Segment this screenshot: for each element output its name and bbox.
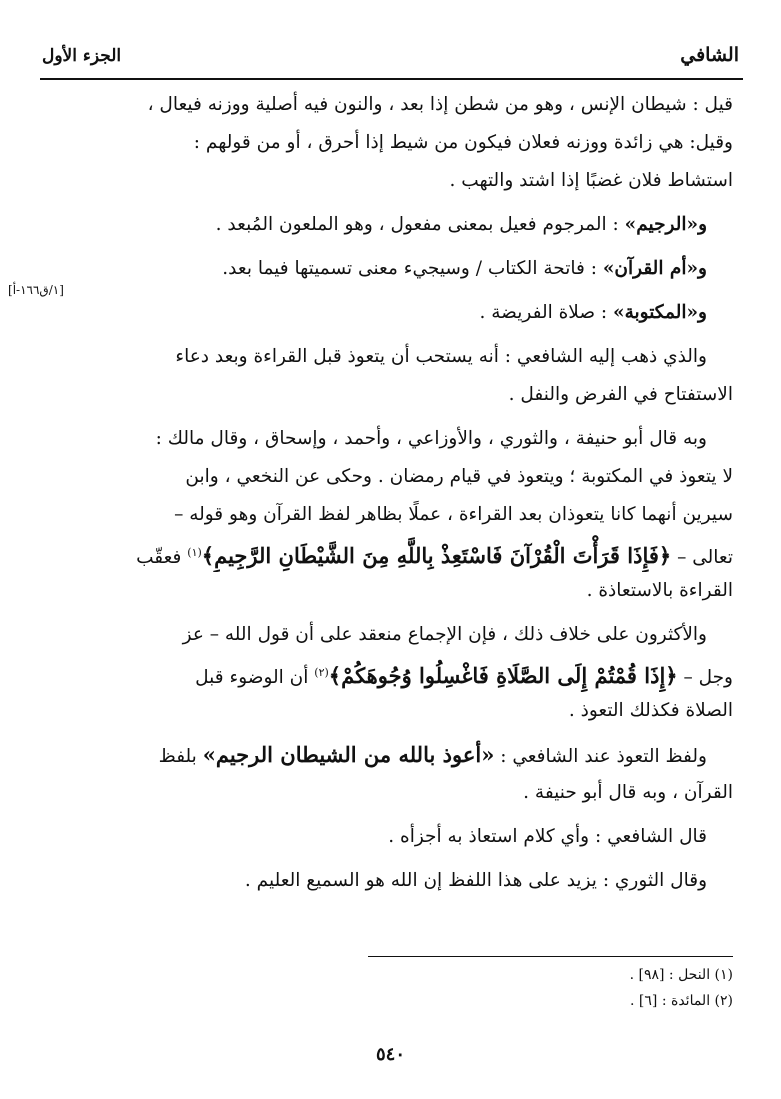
- running-header-title: الشافي: [680, 44, 739, 66]
- manuscript-margin-note: [١/ق١٦٦-أ]: [8, 283, 64, 297]
- text-line: وقيل: هي زائدة ووزنه فعلان فيكون من شيط إذا أحرق ، أو من قولهم :: [193, 132, 733, 153]
- footnote-ref: (١): [187, 546, 202, 559]
- text-line: والذي ذهب إليه الشافعي : أنه يستحب أن يتعوذ قبل القراءة وبعد دعاء: [175, 346, 707, 367]
- text-line: قال الشافعي : وأي كلام استعاذ به أجزأه .: [388, 826, 707, 847]
- text-line: تعالى – ﴿فَإِذَا قَرَأْتَ الْقُرْآنَ فَاسْتَعِذْ بِاللَّهِ مِنَ الشَّيْطَانِ الرَّجِيمِ﴾$^{(١)}$ فعقّب: [136, 543, 733, 569]
- definition-text: : صلاة الفريضة .: [479, 302, 614, 323]
- text-line: الاستفتاح في الفرض والنفل .: [508, 384, 733, 405]
- text-line: وجل – ﴿إِذَا قُمْتُمْ إِلَى الصَّلَاةِ فَاغْسِلُوا وُجُوهَكُمْ﴾$^{(٢)}$ أن الوضوء قبل: [195, 663, 733, 689]
- footnote-divider: [368, 956, 733, 957]
- defined-term: و«أم القرآن»: [602, 258, 707, 279]
- text-line: ولفظ التعوذ عند الشافعي : «أعوذ بالله من الشيطان الرجيم» بلفظ: [158, 742, 707, 767]
- running-header-volume: الجزء الأول: [42, 46, 122, 66]
- header-divider: [40, 78, 743, 80]
- footnote: (٢) المائدة : [٦] .: [630, 993, 733, 1009]
- text-line: استشاط فلان غضبًا إذا اشتد والتهب .: [449, 170, 733, 191]
- footnote: (١) النحل : [٩٨] .: [629, 967, 733, 983]
- defined-term: و«المكتوبة»: [613, 302, 707, 323]
- text-line: لا يتعوذ في المكتوبة ؛ ويتعوذ في قيام رمضان . وحكى عن النخعي ، وابن: [185, 466, 733, 487]
- page-number: ٥٤٠: [375, 1044, 405, 1065]
- main-text: [48, 86, 733, 900]
- definition-line: [48, 294, 733, 332]
- definition-text: : فاتحة الكتاب / وسيجيء معنى تسميتها فيما بعد.: [222, 258, 603, 279]
- text-line: القرآن ، وبه قال أبو حنيفة .: [523, 782, 733, 803]
- footnotes: [630, 962, 733, 1014]
- quran-verse: ﴿إِذَا قُمْتُمْ إِلَى الصَّلَاةِ فَاغْسِلُوا وُجُوهَكُمْ﴾: [328, 663, 678, 689]
- text-line: وقال الثوري : يزيد على هذا اللفظ إن الله هو السميع العليم .: [244, 870, 707, 891]
- defined-term: و«الرجيم»: [624, 214, 707, 235]
- taawwudh-phrase: «أعوذ بالله من الشيطان الرجيم»: [202, 742, 495, 767]
- definition-text: : المرجوم فعيل بمعنى مفعول ، وهو الملعون المُبعد .: [215, 214, 625, 235]
- text-line: والأكثرون على خلاف ذلك ، فإن الإجماع منعقد على أن قول الله – عز: [182, 624, 707, 645]
- text-line: القراءة بالاستعاذة .: [586, 580, 733, 601]
- text-line: قيل : شيطان الإنس ، وهو من شطن إذا بعد ، والنون فيه أصلية ووزنه فيعال ،: [147, 94, 733, 115]
- definition-line: [48, 206, 733, 244]
- footnote-ref: (٢): [314, 666, 329, 679]
- text-line: سيرين أنهما كانا يتعوذان بعد القراءة ، عملًا بظاهر لفظ القرآن وهو قوله –: [174, 504, 733, 525]
- text-line: وبه قال أبو حنيفة ، والثوري ، والأوزاعي ، وأحمد ، وإسحاق ، وقال مالك :: [155, 428, 707, 449]
- quran-verse: ﴿فَإِذَا قَرَأْتَ الْقُرْآنَ فَاسْتَعِذْ بِاللَّهِ مِنَ الشَّيْطَانِ الرَّجِيمِ﴾: [201, 543, 672, 569]
- definition-line: [48, 250, 733, 288]
- text-line: الصلاة فكذلك التعوذ .: [568, 700, 733, 721]
